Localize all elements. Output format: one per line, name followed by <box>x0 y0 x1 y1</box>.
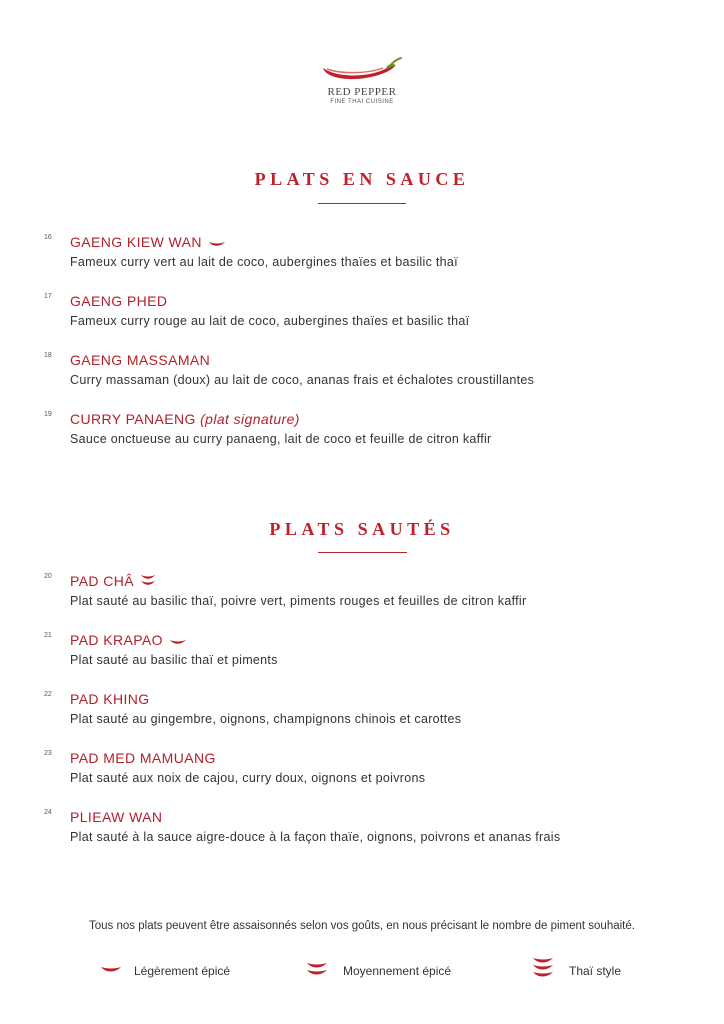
item-description: Curry massaman (doux) au lait de coco, ananas frais et échalotes croustillantes <box>70 373 535 387</box>
red-pepper-logo-icon <box>317 56 407 84</box>
spice-footnote: Tous nos plats peuvent être assaisonnés selon vos goûts, en nous précisant le nombre de piment souhaité. <box>89 920 635 932</box>
item-number: 19 <box>44 411 52 418</box>
legend-item-medium <box>306 960 486 982</box>
chili-1-icon <box>208 235 226 251</box>
item-number: 18 <box>44 352 52 359</box>
logo <box>0 56 724 105</box>
item-number: 21 <box>44 632 52 639</box>
item-description: Plat sauté au basilic thaï et piments <box>70 653 278 667</box>
item-description: Fameux curry rouge au lait de coco, aubergines thaïes et basilic thaï <box>70 314 470 328</box>
item-description: Plat sauté au gingembre, oignons, champignons chinois et carottes <box>70 712 462 726</box>
legend-item-mild <box>100 960 260 982</box>
item-name: GAENG PHED <box>70 293 168 309</box>
section-title-sauce: PLATS EN SAUCE <box>254 169 470 189</box>
item-description: Fameux curry vert au lait de coco, aubergines thaïes et basilic thaï <box>70 255 458 269</box>
item-number: 17 <box>44 293 52 300</box>
item-number: 23 <box>44 750 52 757</box>
legend-label: Légèrement épicé <box>134 964 231 978</box>
item-description: Plat sauté aux noix de cajou, curry doux, oignons et poivrons <box>70 771 426 785</box>
chili-1-icon <box>100 960 122 980</box>
item-name: PAD MED MAMUANG <box>70 750 216 766</box>
item-name: GAENG KIEW WAN <box>70 234 226 251</box>
item-description: Plat sauté au basilic thaï, poivre vert, piments rouges et feuilles de citron kaffir <box>70 594 527 608</box>
item-number: 22 <box>44 691 52 698</box>
chili-1-icon <box>169 633 187 649</box>
item-name: PAD KRAPAO <box>70 632 187 649</box>
item-name: PAD CHÂ <box>70 573 156 591</box>
section-title-sautes: PLATS SAUTÉS <box>269 519 455 539</box>
item-name: PAD KHING <box>70 691 150 707</box>
item-name: PLIEAW WAN <box>70 809 163 825</box>
item-number: 16 <box>44 234 52 241</box>
item-number: 24 <box>44 809 52 816</box>
item-description: Plat sauté à la sauce aigre-douce à la façon thaïe, oignons, poivrons et ananas frais <box>70 830 561 844</box>
chili-3-icon <box>532 956 554 982</box>
chili-2-icon <box>306 960 328 980</box>
brand-tagline: FINE THAI CUISINE <box>330 99 394 105</box>
item-name: GAENG MASSAMAN <box>70 352 211 368</box>
section-divider <box>318 203 406 204</box>
item-number: 20 <box>44 573 52 580</box>
item-description: Sauce onctueuse au curry panaeng, lait de coco et feuille de citron kaffir <box>70 432 492 446</box>
item-name: CURRY PANAENG (plat signature) <box>70 411 300 427</box>
signature-label: (plat signature) <box>200 411 300 427</box>
brand-name: RED PEPPER <box>327 86 397 98</box>
legend-label: Thaï style <box>569 964 622 978</box>
chili-2-icon <box>140 574 156 591</box>
section-divider <box>318 552 407 553</box>
legend-item-thai <box>532 956 642 978</box>
legend-label: Moyennement épicé <box>343 964 452 978</box>
